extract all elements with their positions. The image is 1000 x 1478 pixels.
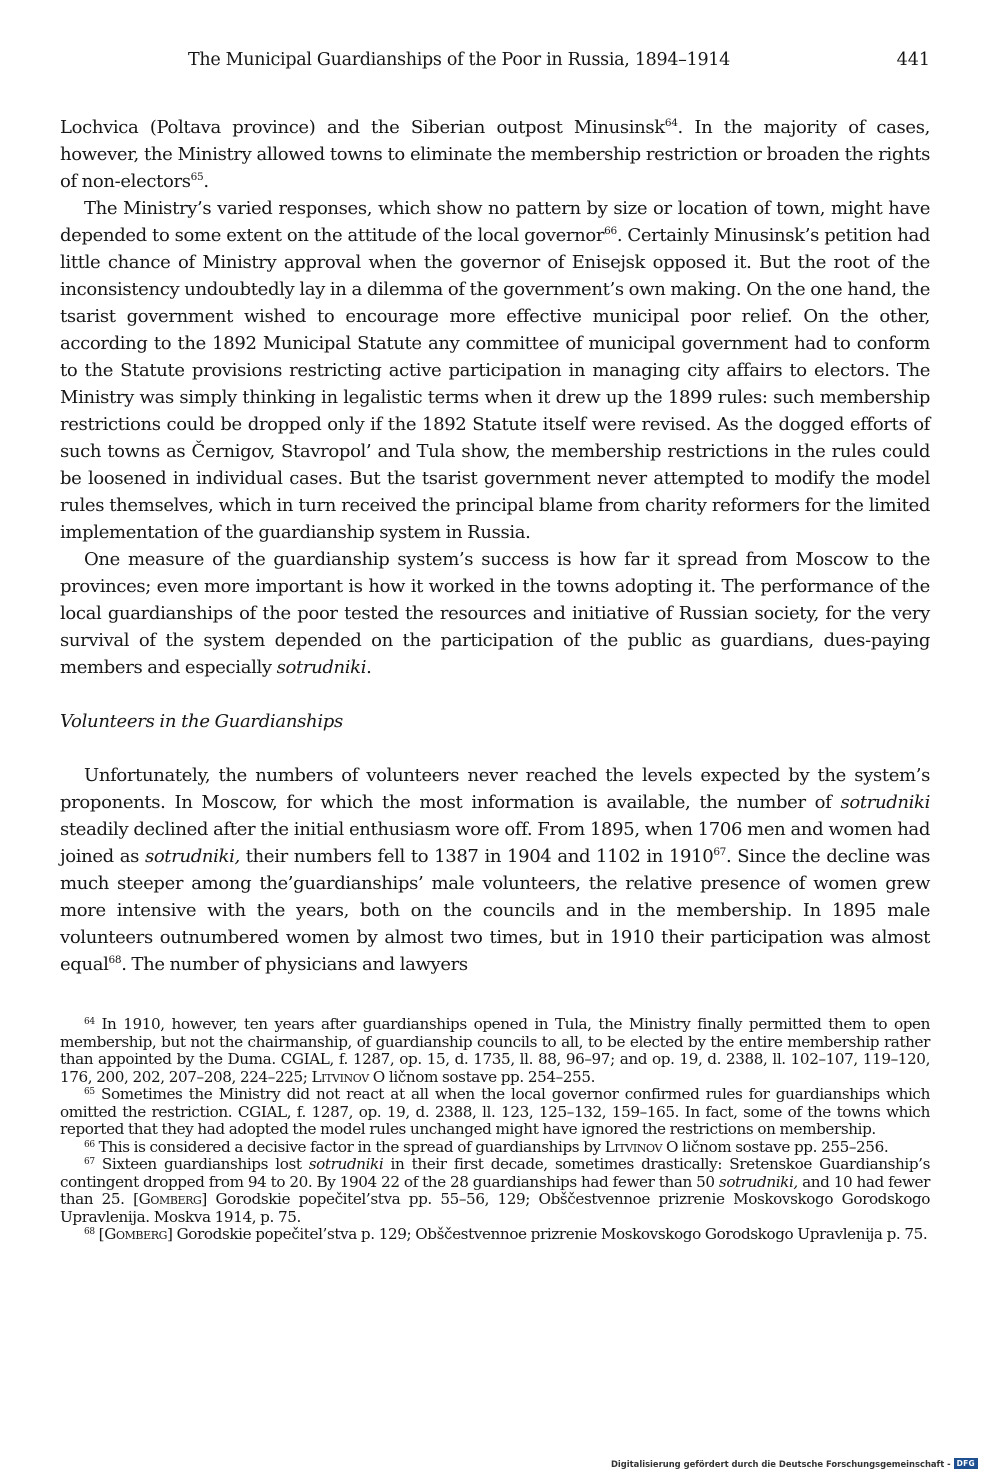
footnote-67 xyxy=(60,1156,930,1226)
running-header xyxy=(60,50,930,76)
digitization-credit xyxy=(611,1458,978,1469)
author-name: Litvinov xyxy=(311,1067,369,1086)
paragraph-1 xyxy=(60,114,930,195)
italic-term: sotrudniki, xyxy=(144,846,240,867)
text-span: In 1910, however, ten years after guardianships opened in Tula, the Ministry finally permitted them to open membership, but not the chairmanship, of guardianship councils to all, to be elected by the entire membership rather than appointed by the Duma. CGIAL, f. 1287, op. 15, d. 1735, ll. 88, 96–97; and op. 19, d. 2388, ll. 102–107, 119–120, 176, 200, 202, 207–208, 224–225; xyxy=(60,1015,930,1086)
text-span: ] Gorodskie popečitel’stva p. 129; Obščestvennoe prizrenie Moskovskogo Gorodskogo Upravlenija p. 75. xyxy=(167,1225,928,1243)
text-span: . In the majority of cases, however, the Ministry allowed towns to eliminate the membership restriction or broaden the rights of non-electors xyxy=(60,117,930,192)
author-name: Gomberg xyxy=(104,1225,168,1243)
italic-term: sotrudniki xyxy=(308,1155,384,1173)
text-span: ] Gorodskie popečitel’stva pp. 55–56, 129; Obščestvennoe prizrenie Moskovskogo Gorodskogo Upravlenija. Moskva 1914, p. 75. xyxy=(60,1190,931,1226)
italic-term: sotrudniki xyxy=(276,657,367,678)
footnote-mark: 64 xyxy=(84,1017,95,1027)
text-span: their numbers fell to 1387 in 1904 and 1102 in 1910 xyxy=(239,846,714,867)
footnote-ref-65: 65 xyxy=(190,171,204,183)
footnote-ref-68: 68 xyxy=(108,954,122,966)
footnote-65 xyxy=(60,1086,930,1139)
paragraph-4 xyxy=(60,762,930,978)
text-span: One measure of the guardianship system’s success is how far it spread from Moscow to the provinces; even more important is how it worked in the towns adopting it. The performance of the local guardianships of the poor tested the resources and initiative of Russian society, for the very survival of the system depended on the participation of the public as guardians, dues-paying members and especially xyxy=(60,549,930,678)
footnote-ref-66: 66 xyxy=(604,225,617,237)
footnote-ref-67: 67 xyxy=(713,846,726,858)
footnotes xyxy=(60,1016,930,1244)
text-span: . The number of physicians and lawyers xyxy=(121,954,468,975)
footnote-mark: 65 xyxy=(84,1087,95,1097)
footnote-68 xyxy=(60,1226,930,1244)
italic-term: sotrudniki, xyxy=(718,1172,798,1191)
section-heading: Volunteers in the Guardianships xyxy=(60,711,343,732)
text-span: The Ministry’s varied responses, which show no pattern by size or location of town, might have depended to some extent on the attitude of the local governor xyxy=(60,198,930,246)
author-name: Gomberg xyxy=(138,1190,202,1208)
text-span: and 10 had fewer than 25. [ xyxy=(60,1172,930,1208)
text-span: . xyxy=(203,171,209,192)
paragraph-3 xyxy=(60,546,930,681)
footnote-ref-64: 64 xyxy=(664,117,678,129)
running-title: The Municipal Guardianships of the Poor in Russia, 1894–1914 xyxy=(188,50,730,70)
text-span: Lochvica (Poltava province) and the Siberian outpost Minusinsk xyxy=(60,117,665,138)
dfg-logo: DFG xyxy=(954,1458,978,1469)
text-span: Unfortunately, the numbers of volunteers never reached the levels expected by the system’s proponents. In Moscow, for which the most information is available, the number of xyxy=(60,765,930,813)
text-span: This is considered a decisive factor in the spread of guardianships by xyxy=(94,1137,605,1156)
main-text xyxy=(60,114,930,978)
footnote-mark: 68 xyxy=(84,1227,95,1237)
credit-text: Digitalisierung gefördert durch die Deutsche Forschungsgemeinschaft - xyxy=(610,1458,951,1469)
text-span: . Certainly Minusinsk’s petition had little chance of Ministry approval when the governor of Enisejsk opposed it. But the root of the inconsistency undoubtedly lay in a dilemma of the government’s own making. On the one hand, the tsarist government wished to encourage more effective municipal poor relief. On the other, according to the 1892 Municipal Statute any committee of municipal government had to conform to the Statute provisions restricting active participation in managing city affairs to electors. The Ministry was simply thinking in legalistic terms when it drew up the 1899 rules: such membership restrictions could be dropped only if the 1892 Statute itself were revised. As the dogged efforts of such towns as Černigov, Stavropol’ and Tula show, the membership restrictions in the rules could be loosened in individual cases. But the tsarist government never attempted to modify the model rules themselves, which in turn received the principal blame from charity reformers for the limited implementation of the guardianship system in Russia. xyxy=(60,225,930,543)
paragraph-2 xyxy=(60,195,930,546)
text-span: . Since the decline was much steeper among the’guardianships’ male volunteers, the relative presence of women grew more intensive with the years, both on the councils and in the membership. In 1895 male volunteers outnumbered women by almost two times, but in 1910 their participation was almost equal xyxy=(60,846,930,975)
text-span: Sometimes the Ministry did not react at all when the local governor confirmed rules for guardianships which omitted the restriction. CGIAL, f. 1287, op. 19, d. 2388, ll. 123, 125–132, 159–165. In fact, some of the towns which reported that they had adopted the model rules unchanged might have ignored the restrictions on membership. xyxy=(60,1085,930,1138)
text-span: steadily declined after the initial enthusiasm wore off. From 1895, when 1706 men and women had joined as xyxy=(60,819,930,867)
text-span: in their first decade, sometimes drastically: Sretenskoe Guardianship’s contingent dropped from 94 to 20. By 1904 22 of the 28 guardianships had fewer than 50 xyxy=(60,1155,930,1191)
footnote-mark: 66 xyxy=(84,1139,95,1150)
text-span: O ličnom sostave pp. 255–256. xyxy=(662,1137,889,1156)
footnote-64 xyxy=(60,1016,930,1086)
footnote-66 xyxy=(60,1139,930,1157)
text-span: . xyxy=(366,657,372,678)
italic-term: sotrudniki xyxy=(840,792,930,813)
text-span: Sixteen guardianships lost xyxy=(94,1155,309,1173)
footnote-mark: 67 xyxy=(84,1157,95,1167)
text-span: O ličnom sostave pp. 254–255. xyxy=(368,1067,596,1086)
page-number: 441 xyxy=(896,50,930,70)
author-name: Litvinov xyxy=(604,1137,662,1156)
text-span: [ xyxy=(94,1225,105,1243)
